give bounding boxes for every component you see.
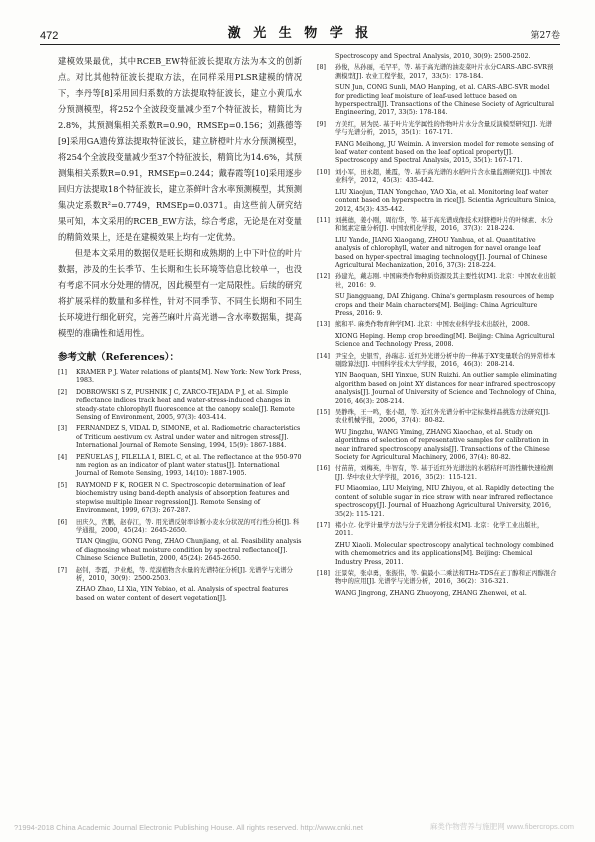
reference-entry: [317, 273, 557, 290]
reference-entry: [317, 429, 557, 463]
journal-title: 激 光 生 物 学 报: [227, 26, 373, 41]
reference-text: Spectroscopy and Spectral Analysis, 2010, 30(9): 2500-2502.: [335, 53, 531, 60]
reference-entry: [317, 409, 557, 426]
reference-text: 田庆久，宫鹏，赵春江，等. 用光谱反射率诊断小麦水分状况的可行性分析[J]. 科学通报，2000，45(24)：2645-2650.: [76, 518, 300, 534]
left-column: [58, 53, 302, 606]
reference-entry: [317, 217, 557, 234]
reference-entry: [317, 121, 557, 138]
reference-text: KRAMER P J. Water relations of plants[M]. New York: New York Press, 1983.: [76, 369, 302, 385]
reference-text: WANG Jingrong, ZHANG Zhuoyong, ZHANG Zhenwei, et al.: [335, 589, 527, 597]
reference-text: 尹宝全，史银雪，孙瑞志. 近红外光谱分析中的一种基于XY变量联合的异常样本剔除算法[J]. 中国科学技术大学学报，2016，46(3)：208-214.: [335, 352, 556, 368]
page-header: [40, 22, 560, 44]
reference-number: [8]: [317, 64, 326, 72]
reference-entry: [317, 64, 557, 81]
reference-text: XIONG Heping. Hemp crop breeding[M]. Beijing: China Agricultural Science and Technology Press, 2008.: [335, 332, 555, 349]
reference-text: 熊和平. 麻类作物育种学[M]. 北京：中国农业科学技术出版社，2008.: [335, 321, 530, 329]
reference-number: [12]: [317, 273, 330, 281]
reference-text: 孙俊，丛孙丽，毛罕平，等. 基于高光谱的油麦菜叶片水分CARS-ABC-SVR预测模型[J]. 农业工程学报，2017，33(5)：178-184.: [335, 64, 554, 80]
reference-number: [11]: [317, 216, 330, 224]
reference-entry: [317, 522, 557, 539]
reference-entry: [58, 369, 302, 386]
reference-entry: [58, 454, 302, 479]
right-column: [317, 53, 557, 601]
reference-number: [16]: [317, 465, 330, 473]
reference-number: [2]: [58, 388, 67, 396]
reference-text: YIN Baoquan, SHI Yinxue, SUN Ruizhi. An outlier sample eliminating algorithm based on joint XY distances for near infrared spectroscopy analysis[J]. Journal of University of Science and Technology of China, 2016, 46(3): 208-214.: [335, 372, 557, 405]
reference-text: PEÑUELAS J, FILELLA I, BIEL C, et al. The reflectance at the 950-970 nm region as an indicator of plant water status[J]. International Journal of Remote Sensing, 1993, 14(10): 1887-1905.: [76, 453, 302, 478]
reference-entry: [317, 189, 557, 214]
reference-list-right: [317, 53, 557, 598]
reference-text: ZHAO Zhao, LI Xia, YIN Yebiao, et al. Analysis of spectral features based on water content of desert vegetation[J].: [76, 586, 289, 602]
reference-number: [7]: [58, 566, 67, 574]
reference-entry: [317, 333, 557, 350]
reference-entry: [58, 482, 302, 516]
reference-number: [3]: [58, 425, 67, 433]
reference-number: [5]: [58, 481, 67, 489]
reference-entry: [317, 570, 557, 587]
reference-entry: [317, 590, 557, 598]
reference-text: 孙建光，戴志刚. 中国麻类作物种质资源及其主要性状[M]. 北京：中国农业出版社，2016：9.: [335, 273, 556, 289]
reference-text: 刘小军，田永超，姚霞，等. 基于高光谱的水稻叶片含水量监测研究[J]. 中国农业科学，2012，45(3)：435-442.: [335, 168, 552, 185]
volume-label: 第27卷: [530, 31, 560, 41]
reference-entry: [58, 586, 302, 603]
reference-entry: [317, 141, 557, 166]
reference-text: 赵钊，李霞，尹业彪，等. 荒漠植物含水量的光谱特征分析[J]. 光谱学与光谱分析，2010，30(9)：2500-2503.: [76, 566, 293, 582]
reference-text: 汪景荣，张卓勇，张振伟，等. 偏最小二乘法和THz-TDS在正丁醇和正丙醇混合物中的应用[J]. 光谱学与光谱分析，2016，36(2)：316-321.: [335, 569, 557, 586]
reference-text: 方美红，居为民. 基于叶片光学属性的作物叶片水分含量反演模型研究[J]. 光谱学与光谱分析，2015，35(1)：167-171.: [335, 120, 552, 137]
reference-text: DOBROWSKI S Z, PUSHNIK J C, ZARCO-TEJADA P J, et al. Simple reflectance indices track heat and water-stress-induced changes in steady-state chlorophyll fluorescence at the canopy scale[J]. Remote Sensing of Environment, 2005, 97(3): 403-414.: [76, 388, 295, 422]
reference-text: TIAN Qingjiu, GONG Peng, ZHAO Chunjiang, et al. Feasibility analysis of diagnosing wheat moisture condition by spectral reflectance[J]. Chinese Science Bulletin, 2000, 45(24): 2645-2650.: [76, 538, 302, 563]
reference-entry: [317, 485, 557, 519]
reference-text: RAYMOND F K, ROGER N C. Spectroscopic determination of leaf biochemistry using band-depth analysis of absorption features and stepwise multiple linear regression[J]. Remote Sensing of Environment, 1999, 67(3): 267-287.: [76, 481, 290, 515]
reference-entry: [58, 538, 302, 563]
reference-text: FANG Meihong, JU Weimin. A inversion model for remote sensing of leaf water content based on the leaf optical property[J]. Spectroscopy and Spectral Analysis, 2015, 35(1): 167-171.: [335, 140, 554, 165]
reference-number: [14]: [317, 352, 330, 360]
copyright-notice: ?1994-2018 China Academic Journal Electronic Publishing House. All rights reserved. http://www.cnki.net: [14, 823, 363, 832]
reference-entry: [317, 353, 557, 370]
reference-number: [10]: [317, 168, 330, 176]
reference-text: FU Miaomiao, LIU Meiying, NIU Zhiyou, et al. Rapidly detecting the content of soluble sugar in rice straw with near infrared reflectance spectroscopy[J]. Journal of Huazhong Agricultural University, 2016, 35(2): 115-121.: [335, 485, 555, 518]
reference-text: 吴静珠，王一鸣，张小超，等. 近红外光谱分析中定标集样品挑选方法研究[J]. 农业机械学报，2006，37(4)：80-82.: [335, 409, 550, 425]
reference-entry: [58, 567, 302, 584]
reference-number: [1]: [58, 369, 67, 376]
page-number: 472: [40, 30, 59, 42]
reference-number: [17]: [317, 521, 330, 529]
body-paragraph: 建模效果最优，其中RCEB_EW特征波长提取方法为本文的创新点。对比其他特征波长提取方法，在同样采用PLSR建模的情况下，李丹等[8]采用回归系数的方法提取特征波长，建立小黄瓜水分预测模型，将252个全波段变量减少至7个特征波长，精简比为2.8%，其预测集相关系数R=0.90，RMSEp=0.156；刘燕德等[9]采用GA遗传算法提取特征波长，建立脐橙叶片水分预测模型，将254个全波段变量减少至37个特征波长，精简比为14.6%，其预测集相关系数R=0.91，RMSEp=0.244；戴春霞等[10]采用逐步回归方法提取18个特征波长，建立茶鲜叶含水率预测模型，其预测集决定系数R²=0.7749，RMSEp=0.0371。由这些前人研究结果可知，本文采用的RCEB_EW方法，综合考虑，无论是在对变量的精简效果上，还是在建模效果上均有一定优势。: [58, 56, 302, 242]
reference-entry: [317, 169, 557, 186]
reference-entry: [317, 372, 557, 406]
reference-text: LIU Yande, JIANG Xiaogang, ZHOU Yanhua, et al. Quantitative analysis of chlorophyll, water and nitrogen for navel orange leaf based on hyper-spectral imaging technology[J]. Journal of Chinese Agricultural Mechanization, 2016, 37(3): 218-224.: [335, 236, 548, 269]
reference-text: 褚小立. 化学计量学方法与分子光谱分析技术[M]. 北京：化学工业出版社，2011.: [335, 521, 544, 538]
reference-number: [15]: [317, 409, 330, 417]
reference-entry: [317, 465, 557, 482]
reference-number: [18]: [317, 569, 330, 577]
reference-text: FERNANDEZ S, VIDAL D, SIMONE, et al. Radiometric characteristics of Triticum aestivum cv. Astral under water and nitrogen stress[J]. International Journal of Remote Sensing, 1994, 15(9): 1867-1884.: [76, 425, 301, 450]
body-paragraph: 但是本文采用的数据仅是旺长期和成熟期的上中下叶位的叶片数据，涉及的生长季节、生长期和生长环境等信息比较单一，也没有考虑不同水分处理的情况，因此模型有一定局限性。后续的研究将扩展采样的数量和多样性，针对不同季节、不同生长期和不同生长环境进行细化研究，完善苎麻叶片高光谱—含水率数据集，提高模型的准确性和适用性。: [58, 248, 302, 338]
reference-entry: [317, 53, 557, 61]
reference-entry: [317, 321, 557, 329]
reference-text: ZHU Xiaoli. Molecular spectroscopy analytical technology combined with chemometrics and its applications[M]. Beijing: Chemical Industry Press, 2011.: [335, 541, 554, 566]
reference-number: [9]: [317, 120, 326, 128]
reference-text: 付苗苗，刘梅英，牛智有，等. 基于近红外光谱法的水稻秸秆可溶性糖快速检测[J]. 华中农业大学学报，2016，35(2)：115-121.: [335, 465, 554, 481]
reference-text: SU Jiangguang, DAI Zhigang. China's germplasm resources of hemp crops and their Main characters[M]. Beijing: China Agriculture Press, 2016: 9.: [335, 293, 554, 317]
reference-number: [13]: [317, 321, 330, 329]
reference-number: [4]: [58, 453, 67, 461]
reference-entry: [317, 542, 557, 567]
watermark: 麻类作物营养与施肥网 www.fibercrops.com: [429, 822, 574, 831]
reference-text: SUN Jun, CONG Sunli, MAO Hanping, et al. CARS-ABC-SVR model for predicting leaf moisture of leaf-used lettuce based on hyperspectral[J]. Transactions of the Chinese Society of Agricultural Engineering, 2017, 33(5): 178-184.: [335, 84, 555, 117]
reference-entry: [317, 84, 557, 118]
reference-text: 刘燕德，姜小刚，周衍华，等. 基于高光谱成像技术对脐橙叶片的叶绿素、水分和氮素定量分析[J]. 中国农机化学报，2016，37(3)：218-224.: [335, 216, 554, 233]
reference-entry: [58, 519, 302, 536]
reference-entry: [58, 389, 302, 423]
reference-text: WU Jingzhu, WANG Yiming, ZHANG Xiaochao, et al. Study on algorithms of selection of representative samples for calibration in near infrared spectroscopy analysis[J]. Transactions of the Chinese Society for Agricultural Machinery, 2006, 37(4): 80-82.: [335, 428, 550, 462]
reference-text: LIU Xiaojun, TIAN Yongchao, YAO Xia, et al. Monitoring leaf water content based on hyperspectra in rice[J]. Scientia Agricultura Sinica, 2012, 45(3): 435-442.: [335, 188, 556, 213]
reference-entry: [317, 293, 557, 318]
reference-entry: [58, 425, 302, 450]
reference-entry: [317, 237, 557, 271]
reference-number: [6]: [58, 518, 67, 526]
reference-list-left: [58, 369, 302, 603]
references-heading: 参考文献（References）：: [58, 352, 179, 363]
header-rule: [40, 44, 560, 45]
